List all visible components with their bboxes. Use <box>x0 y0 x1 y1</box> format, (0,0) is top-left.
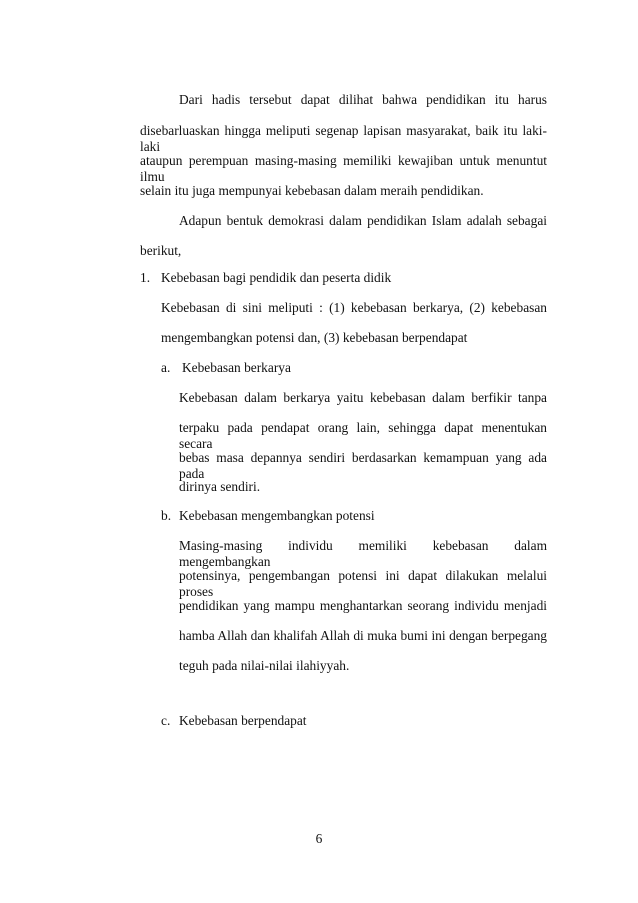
text-line: Dari hadis tersebut dapat dilihat bahwa pendidikan itu harus <box>179 92 547 107</box>
text-line: pendidikan yang mampu menghantarkan seorang individu menjadi <box>179 598 547 613</box>
list-marker: 1. <box>140 270 151 285</box>
list-marker: c. <box>161 713 171 728</box>
text-line: disebarluaskan hingga meliputi segenap lapisan masyarakat, baik itu laki-laki <box>140 123 547 154</box>
list-marker: a. <box>161 360 171 375</box>
text-line: berikut, <box>140 243 182 258</box>
list-heading: Kebebasan berpendapat <box>179 713 307 728</box>
list-marker: b. <box>161 508 172 523</box>
text-line: teguh pada nilai-nilai ilahiyyah. <box>179 658 350 673</box>
text-line: dirinya sendiri. <box>179 479 261 494</box>
text-line: mengembangkan potensi dan, (3) kebebasan berpendapat <box>161 330 468 345</box>
text-line: Kebebasan di sini meliputi : (1) kebebasan berkarya, (2) kebebasan <box>161 300 547 315</box>
text-line: Kebebasan dalam berkarya yaitu kebebasan dalam berfikir tanpa <box>179 390 547 405</box>
list-heading: Kebebasan bagi pendidik dan peserta didik <box>161 270 392 285</box>
text-line: Adapun bentuk demokrasi dalam pendidikan Islam adalah sebagai <box>179 213 547 228</box>
text-line: terpaku pada pendapat orang lain, sehingga dapat menentukan secara <box>179 420 547 451</box>
page-number: 6 <box>315 831 323 846</box>
list-heading: Kebebasan mengembangkan potensi <box>179 508 375 523</box>
text-line: ataupun perempuan masing-masing memiliki kewajiban untuk menuntut ilmu <box>140 153 547 184</box>
text-line: Masing-masing individu memiliki kebebasan dalam mengembangkan <box>179 538 547 569</box>
text-line: potensinya, pengembangan potensi ini dapat dilakukan melalui proses <box>179 568 547 599</box>
text-line: bebas masa depannya sendiri berdasarkan kemampuan yang ada pada <box>179 450 547 481</box>
text-line: hamba Allah dan khalifah Allah di muka bumi ini dengan berpegang <box>179 628 547 643</box>
list-heading: Kebebasan berkarya <box>182 360 291 375</box>
text-line: selain itu juga mempunyai kebebasan dalam meraih pendidikan. <box>140 183 484 198</box>
